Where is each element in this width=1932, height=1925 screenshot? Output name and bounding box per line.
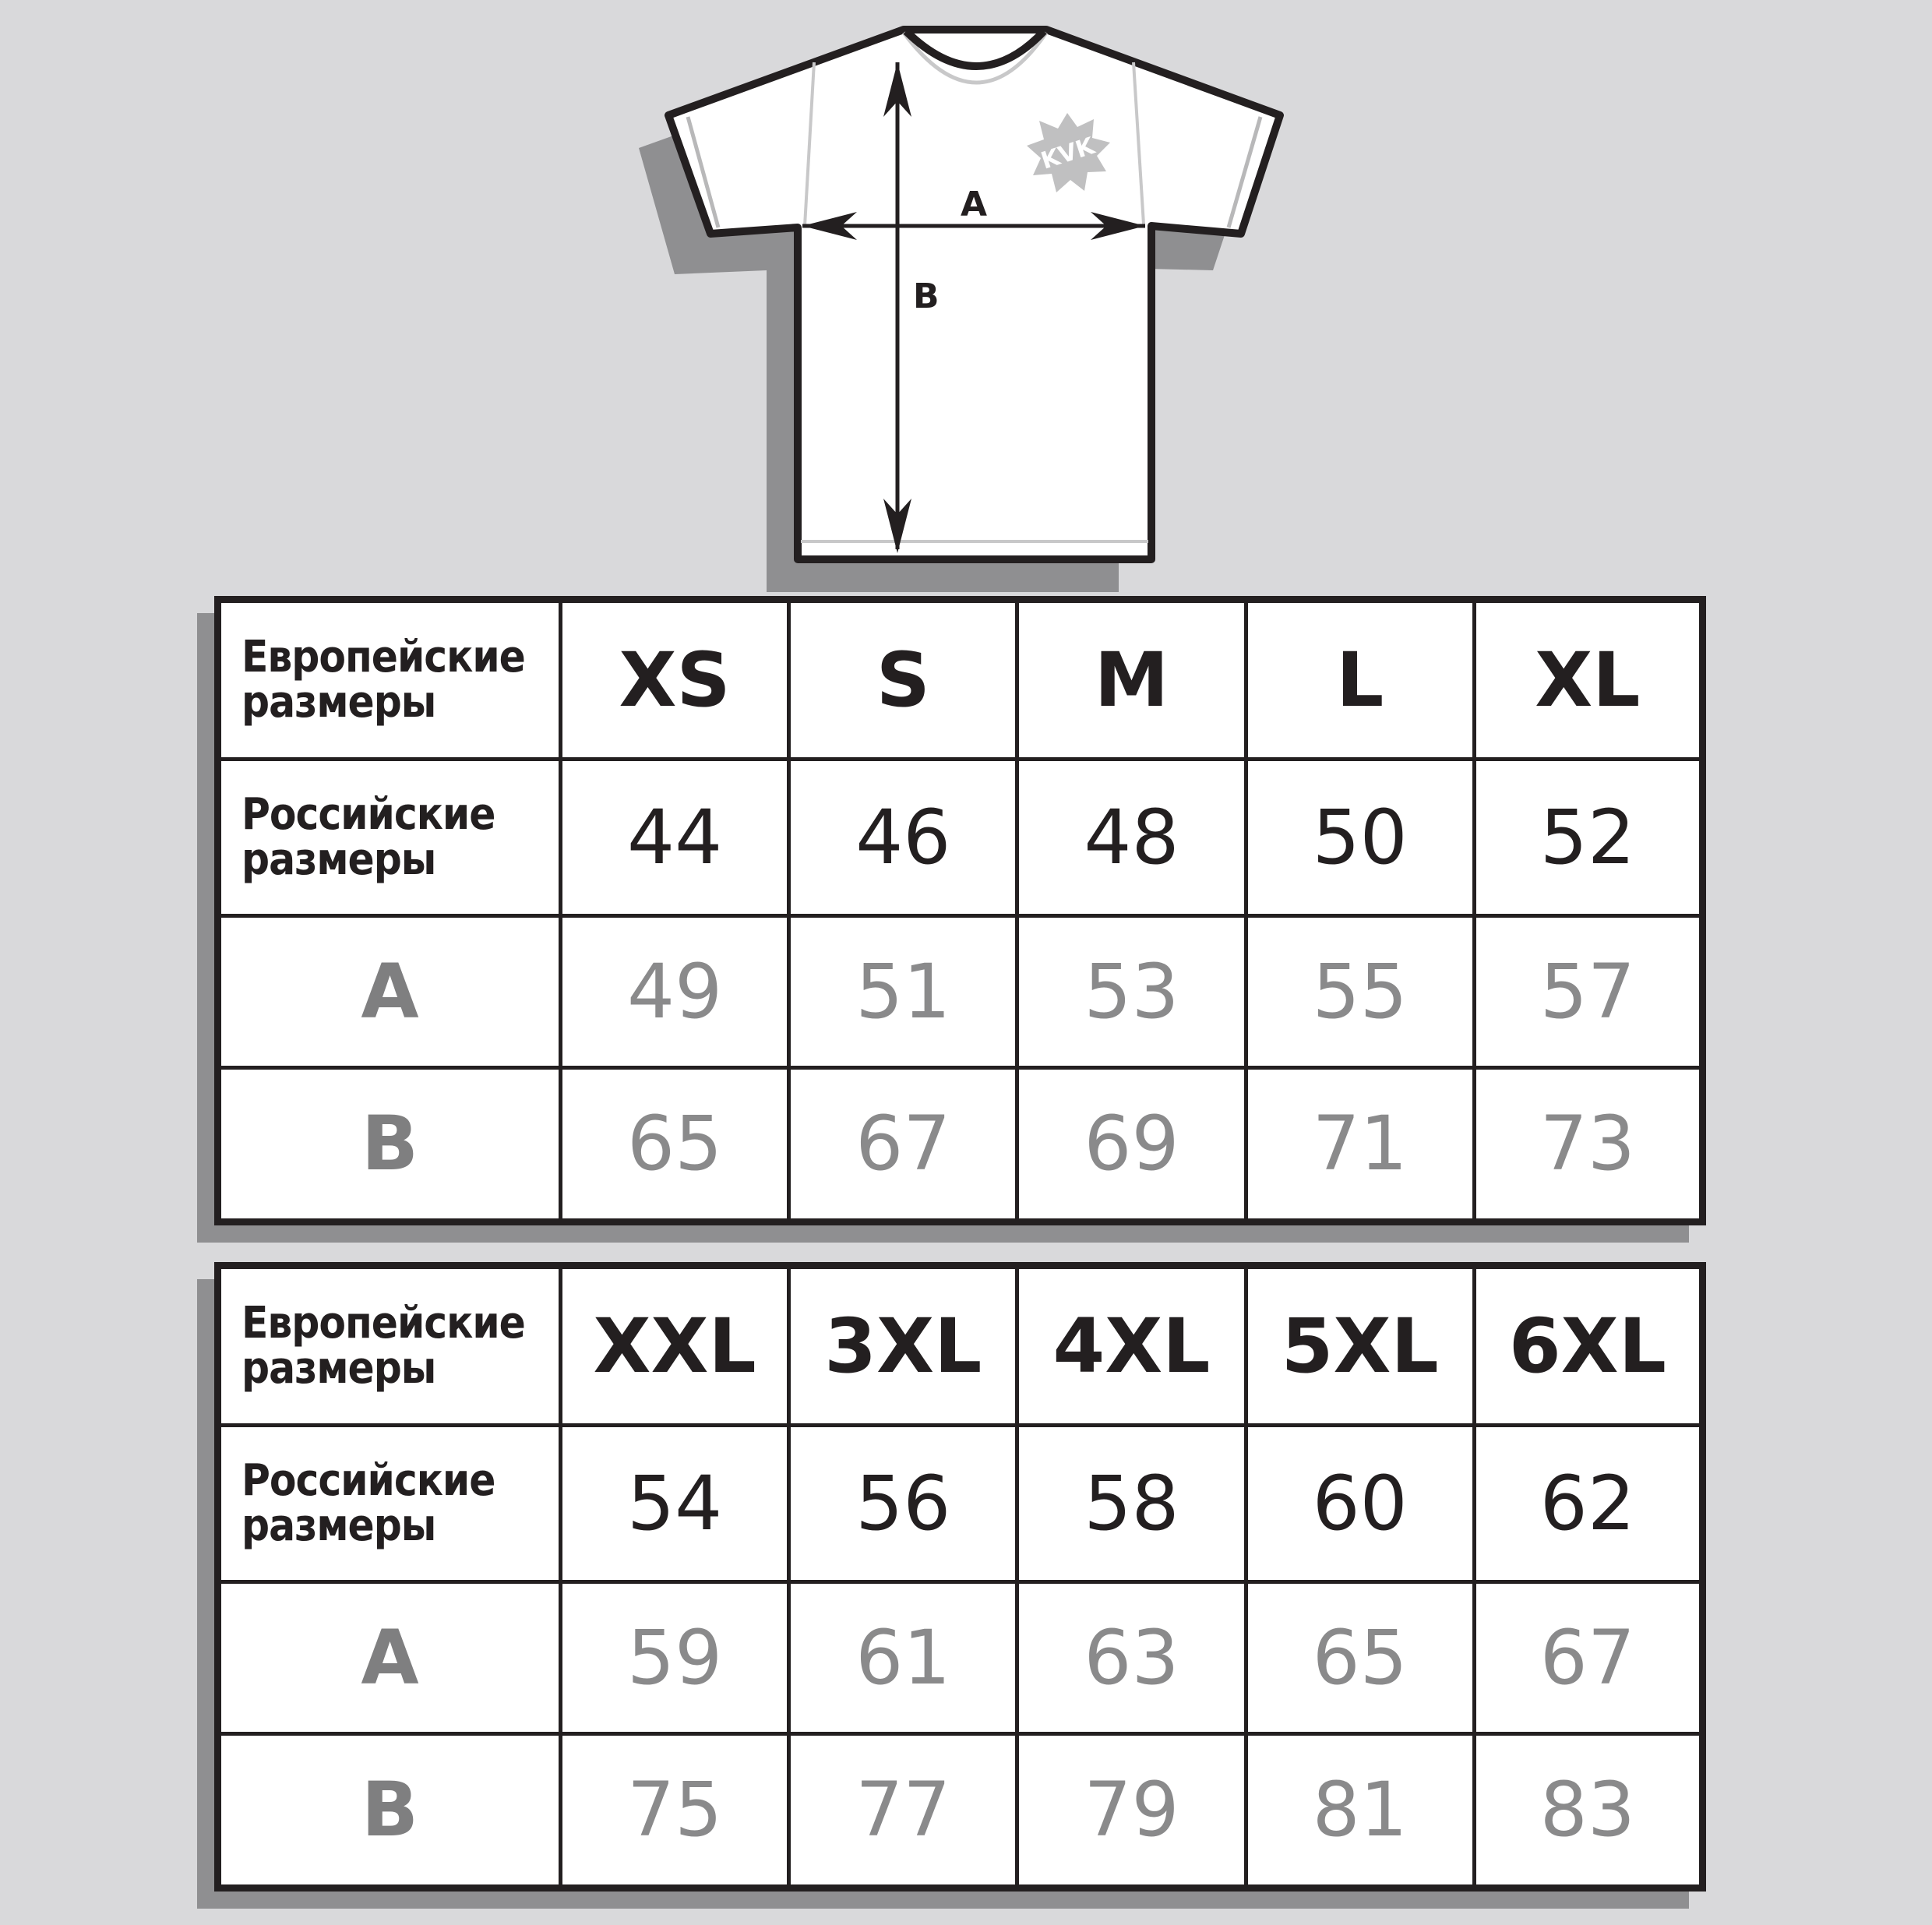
size-table bbox=[214, 596, 1706, 1225]
ru-size-header: Российские размеры bbox=[218, 759, 561, 915]
measure-a-header: A bbox=[218, 916, 561, 1068]
eu-size-cell: XS bbox=[561, 600, 789, 760]
eu-size-cell: 6XL bbox=[1474, 1266, 1702, 1426]
ru-size-header: Российские размеры bbox=[218, 1425, 561, 1581]
measure-b-cell: 67 bbox=[789, 1067, 1017, 1222]
measure-b-cell: 77 bbox=[789, 1733, 1017, 1888]
eu-size-row bbox=[218, 1266, 1703, 1426]
measure-a-cell: 63 bbox=[1017, 1582, 1246, 1734]
measure-b-row bbox=[218, 1067, 1703, 1222]
eu-size-cell: L bbox=[1246, 600, 1474, 760]
measure-a-label: A bbox=[960, 185, 988, 224]
measure-a-row bbox=[218, 1582, 1703, 1734]
measure-b-label: B bbox=[913, 277, 940, 316]
ru-size-cell: 44 bbox=[561, 759, 789, 915]
ru-size-cell: 46 bbox=[789, 759, 1017, 915]
ru-size-cell: 62 bbox=[1474, 1425, 1702, 1581]
ru-size-cell: 56 bbox=[789, 1425, 1017, 1581]
measure-a-cell: 53 bbox=[1017, 916, 1246, 1068]
ru-size-row bbox=[218, 759, 1703, 915]
measure-b-cell: 81 bbox=[1246, 1733, 1474, 1888]
eu-size-row bbox=[218, 600, 1703, 760]
measure-b-cell: 79 bbox=[1017, 1733, 1246, 1888]
measure-b-cell: 71 bbox=[1246, 1067, 1474, 1222]
size-table-2 bbox=[214, 1262, 1706, 1892]
measure-b-cell: 75 bbox=[561, 1733, 789, 1888]
eu-size-cell: XXL bbox=[561, 1266, 789, 1426]
eu-size-cell: S bbox=[789, 600, 1017, 760]
size-table bbox=[214, 1262, 1706, 1892]
eu-size-header: Европейские размеры bbox=[218, 1266, 561, 1426]
ru-size-cell: 54 bbox=[561, 1425, 789, 1581]
measure-a-row bbox=[218, 916, 1703, 1068]
logo-text: KVK bbox=[1038, 132, 1098, 175]
eu-size-cell: 4XL bbox=[1017, 1266, 1246, 1426]
measure-b-cell: 83 bbox=[1474, 1733, 1702, 1888]
measure-a-cell: 67 bbox=[1474, 1582, 1702, 1734]
measure-a-cell: 57 bbox=[1474, 916, 1702, 1068]
measure-b-cell: 65 bbox=[561, 1067, 789, 1222]
ru-size-cell: 60 bbox=[1246, 1425, 1474, 1581]
eu-size-header: Европейские размеры bbox=[218, 600, 561, 760]
eu-size-cell: XL bbox=[1474, 600, 1702, 760]
eu-size-cell: 3XL bbox=[789, 1266, 1017, 1426]
tshirt-outline bbox=[668, 30, 1280, 559]
ru-size-cell: 52 bbox=[1474, 759, 1702, 915]
measure-a-cell: 51 bbox=[789, 916, 1017, 1068]
measure-a-cell: 49 bbox=[561, 916, 789, 1068]
measure-b-header: B bbox=[218, 1733, 561, 1888]
measure-b-cell: 73 bbox=[1474, 1067, 1702, 1222]
measure-a-cell: 59 bbox=[561, 1582, 789, 1734]
eu-size-cell: 5XL bbox=[1246, 1266, 1474, 1426]
eu-size-cell: M bbox=[1017, 600, 1246, 760]
measure-b-header: B bbox=[218, 1067, 561, 1222]
ru-size-cell: 48 bbox=[1017, 759, 1246, 915]
tshirt-diagram bbox=[0, 0, 1932, 592]
measure-b-row bbox=[218, 1733, 1703, 1888]
ru-size-cell: 58 bbox=[1017, 1425, 1246, 1581]
size-table-1 bbox=[214, 596, 1706, 1225]
measure-a-cell: 55 bbox=[1246, 916, 1474, 1068]
ru-size-cell: 50 bbox=[1246, 759, 1474, 915]
ru-size-row bbox=[218, 1425, 1703, 1581]
measure-a-header: A bbox=[218, 1582, 561, 1734]
measure-a-cell: 65 bbox=[1246, 1582, 1474, 1734]
measure-b-cell: 69 bbox=[1017, 1067, 1246, 1222]
measure-a-cell: 61 bbox=[789, 1582, 1017, 1734]
